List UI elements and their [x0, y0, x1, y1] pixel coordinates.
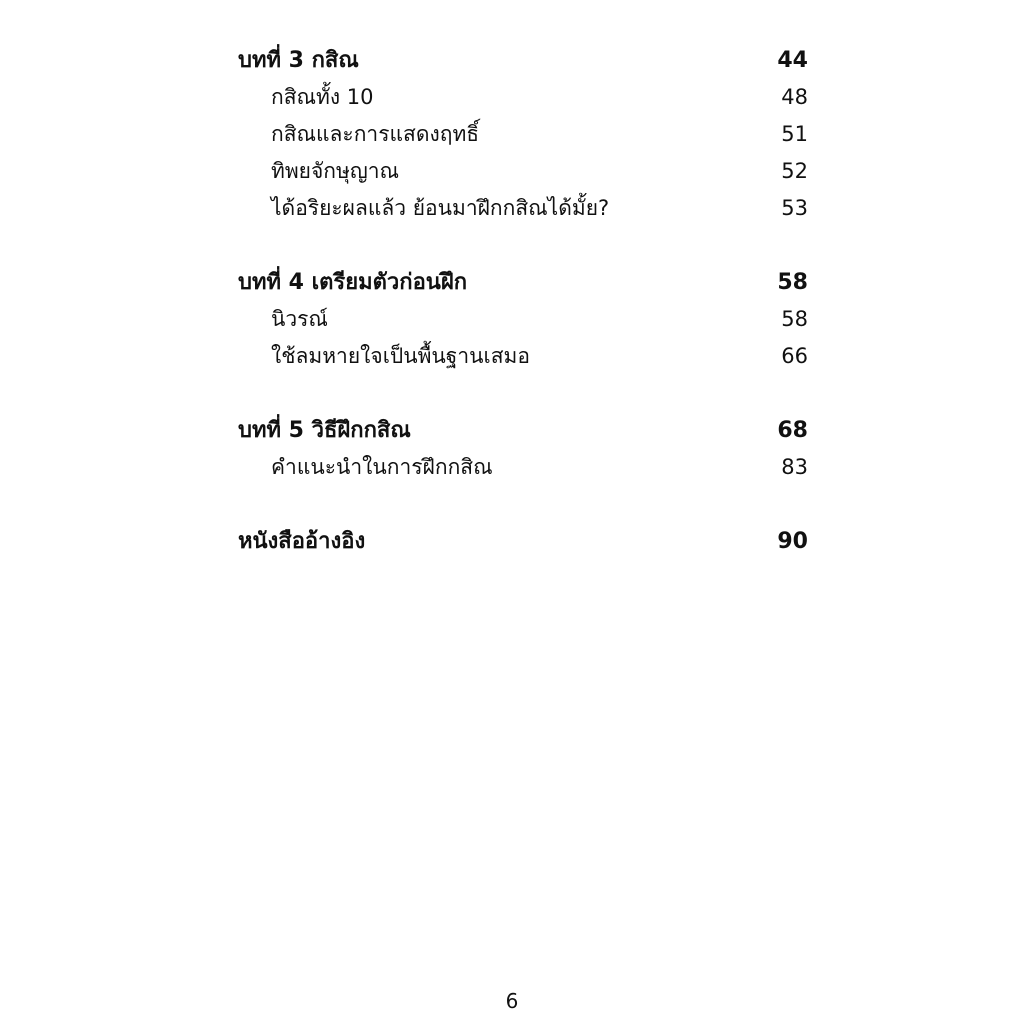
toc-entry — [238, 449, 808, 486]
chapter-title: บทที่ 3 กสิณ — [238, 48, 359, 73]
entry-page-number: 83 — [781, 455, 808, 479]
table-of-contents — [238, 42, 808, 597]
chapter-heading — [238, 412, 808, 449]
chapter-heading — [238, 42, 808, 79]
entry-title: ทิพยจักษุญาณ — [271, 159, 400, 183]
entry-page-number: 51 — [781, 122, 808, 146]
page-number-footer: 6 — [505, 989, 519, 1013]
toc-entry — [238, 338, 808, 375]
entry-page-number: 66 — [781, 344, 808, 368]
chapter-page-number: 90 — [777, 529, 808, 554]
chapter-5 — [238, 412, 808, 486]
chapter-heading — [238, 264, 808, 301]
chapter-4 — [238, 264, 808, 375]
toc-entry — [238, 79, 808, 116]
chapter-page-number: 58 — [777, 270, 808, 295]
toc-entry — [238, 190, 808, 227]
references — [238, 523, 808, 560]
entry-title: กสิณทั้ง 10 — [271, 85, 374, 109]
entry-title: กสิณและการแสดงฤทธิ์ — [271, 122, 480, 146]
entry-page-number: 53 — [781, 196, 808, 220]
toc-entry — [238, 301, 808, 338]
toc-entry — [238, 116, 808, 153]
chapter-title: บทที่ 4 เตรียมตัวก่อนฝึก — [238, 270, 468, 295]
chapter-heading — [238, 523, 808, 560]
chapter-3 — [238, 42, 808, 227]
entry-title: ใช้ลมหายใจเป็นพื้นฐานเสมอ — [271, 344, 530, 368]
entry-title: นิวรณ์ — [271, 307, 328, 331]
chapter-page-number: 44 — [777, 48, 808, 73]
toc-entry — [238, 153, 808, 190]
entry-page-number: 52 — [781, 159, 808, 183]
chapter-title: หนังสืออ้างอิง — [238, 529, 366, 554]
chapter-title: บทที่ 5 วิธีฝึกกสิณ — [238, 418, 411, 443]
entry-page-number: 58 — [781, 307, 808, 331]
entry-title: คำแนะนำในการฝึกกสิณ — [271, 455, 493, 479]
chapter-page-number: 68 — [777, 418, 808, 443]
entry-page-number: 48 — [781, 85, 808, 109]
entry-title: ได้อริยะผลแล้ว ย้อนมาฝึกกสิณได้มั้ย? — [271, 196, 610, 220]
